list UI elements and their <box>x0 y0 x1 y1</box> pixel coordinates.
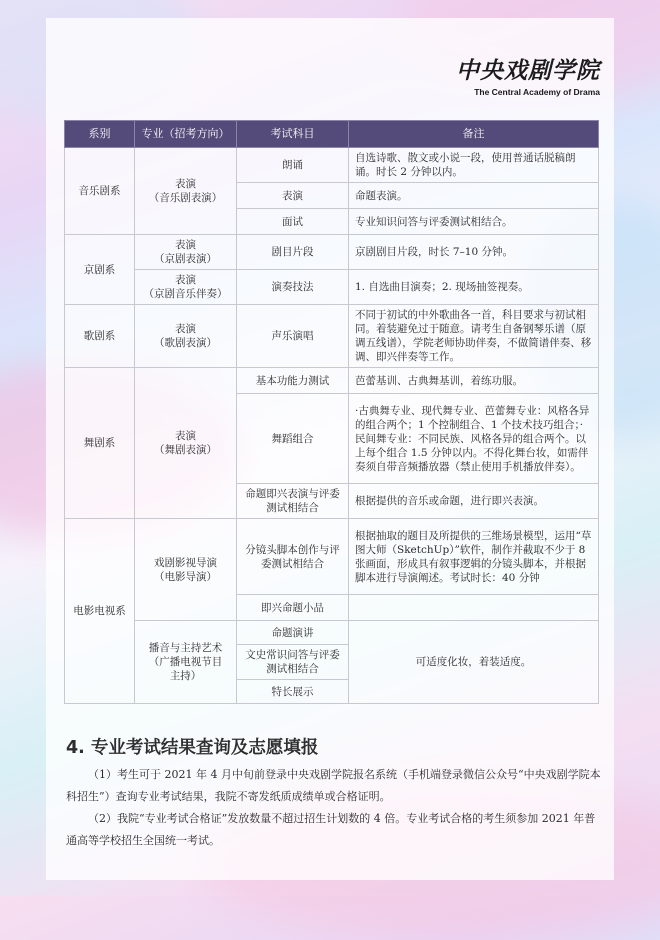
exam-table <box>64 120 599 704</box>
subject-cell: 表演 <box>237 183 349 209</box>
paragraph: （1）考生可于 2021 年 4 月中旬前登录中央戏剧学院报名系统（手机端登录微信公众号“中央戏剧学院本科招生”）查询专业考试结果，我院不寄发纸质成绩单或合格证明。 <box>66 768 601 803</box>
table-row <box>65 148 599 183</box>
subject-cell: 文史常识问答与评委测试相结合 <box>237 645 349 680</box>
major-cell: 表演 （歌剧表演） <box>135 305 237 368</box>
note-cell: 不同于初试的中外歌曲各一首，科目要求与初试相同。着装避免过于随意。请考生自备钢琴乐谱（原调五线谱），学院老师协助伴奏，不做简谱伴奏、移调、即兴伴奏等工作。 <box>349 305 599 368</box>
note-cell: 可适度化妆，着装适度。 <box>349 621 599 704</box>
major-cell: 播音与主持艺术 （广播电视节目 主持） <box>135 621 237 704</box>
subject-cell: 特长展示 <box>237 680 349 704</box>
major-cell: 表演 （音乐剧表演） <box>135 148 237 235</box>
subject-cell: 基本功能力测试 <box>237 368 349 394</box>
paragraph: （2）我院“专业考试合格证”发放数量不超过招生计划数的 4 倍。专业考试合格的考生须参加 2021 年普通高等学校招生全国统一考试。 <box>66 812 596 847</box>
subject-cell: 演奏技法 <box>237 270 349 305</box>
note-cell: 1. 自选曲目演奏；2. 现场抽签视奏。 <box>349 270 599 305</box>
note-cell: 根据抽取的题目及所提供的三维场景模型，运用“草图大师（SketchUp）”软件，制作并截取不少于 8 张画面，形成具有叙事逻辑的分镜头脚本，并根据脚本进行导演阐述。考试时长：40 分钟 <box>349 519 599 595</box>
dept-cell: 歌剧系 <box>65 305 135 368</box>
table-header-row <box>65 121 599 148</box>
major-cell: 戏剧影视导演 （电影导演） <box>135 519 237 621</box>
table-row <box>65 519 599 595</box>
dept-cell: 京剧系 <box>65 235 135 305</box>
dept-cell: 音乐剧系 <box>65 148 135 235</box>
note-cell: 专业知识问答与评委测试相结合。 <box>349 209 599 235</box>
note-cell: 京剧剧目片段，时长 7–10 分钟。 <box>349 235 599 270</box>
subject-cell: 剧目片段 <box>237 235 349 270</box>
major-cell: 表演 （舞剧表演） <box>135 368 237 519</box>
subject-cell: 声乐演唱 <box>237 305 349 368</box>
subject-cell: 命题演讲 <box>237 621 349 645</box>
header-note: 备注 <box>349 121 599 148</box>
academy-logo <box>456 52 600 97</box>
subject-cell: 面试 <box>237 209 349 235</box>
header-major: 专业（招考方向） <box>135 121 237 148</box>
dept-cell: 电影电视系 <box>65 519 135 704</box>
note-cell: 自选诗歌、散文或小说一段，使用普通话脱稿朗诵。时长 2 分钟以内。 <box>349 148 599 183</box>
table-row <box>65 621 599 645</box>
major-cell: 表演 （京剧表演） <box>135 235 237 270</box>
major-cell: 表演 （京剧音乐伴奏） <box>135 270 237 305</box>
subject-cell: 即兴命题小品 <box>237 595 349 621</box>
header-subject: 考试科目 <box>237 121 349 148</box>
note-cell: 芭蕾基训、古典舞基训，着练功服。 <box>349 368 599 394</box>
dept-cell: 舞剧系 <box>65 368 135 519</box>
subject-cell: 朗诵 <box>237 148 349 183</box>
table-row <box>65 305 599 368</box>
header-dept: 系别 <box>65 121 135 148</box>
note-cell <box>349 595 599 621</box>
note-cell: 根据提供的音乐或命题，进行即兴表演。 <box>349 484 599 519</box>
section-title: 4. 专业考试结果查询及志愿填报 <box>66 738 319 758</box>
subject-cell: 分镜头脚本创作与评委测试相结合 <box>237 519 349 595</box>
note-cell: 命题表演。 <box>349 183 599 209</box>
table-row <box>65 368 599 394</box>
logo-name-en: The Central Academy of Drama <box>474 87 600 97</box>
note-cell: ·古典舞专业、现代舞专业、芭蕾舞专业：风格各异的组合两个；1 个控制组合、1 个技术技巧组合；·民间舞专业：不同民族、风格各异的组合两个。以上每个组合 1.5 分钟以内。不得化舞台妆，如需伴奏须自带音频播放器（禁止使用手机播放伴奏）。 <box>349 394 599 484</box>
subject-cell: 命题即兴表演与评委测试相结合 <box>237 484 349 519</box>
logo-name-cn: 中央戏剧学院 <box>456 57 600 84</box>
table-row <box>65 270 599 305</box>
subject-cell: 舞蹈组合 <box>237 394 349 484</box>
table-row <box>65 235 599 270</box>
